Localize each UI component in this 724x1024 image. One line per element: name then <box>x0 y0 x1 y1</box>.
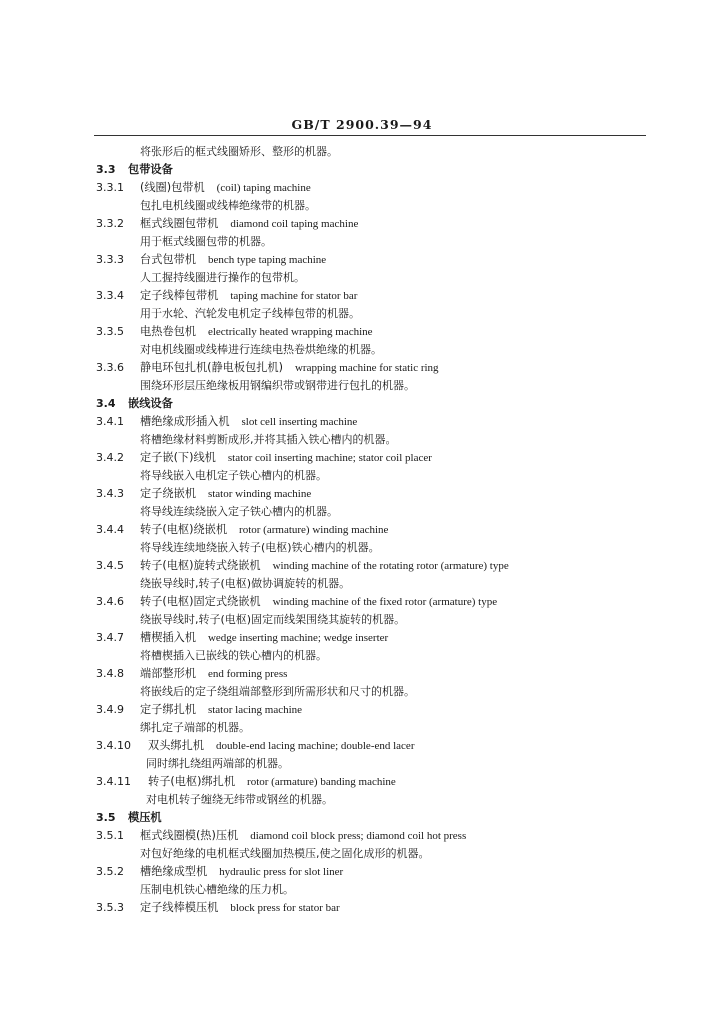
section-number: 3.4 <box>96 397 116 410</box>
term-number: 3.4.11 <box>96 775 131 788</box>
term-english: stator winding machine <box>207 488 312 500</box>
term-english: block press for stator bar <box>230 902 340 914</box>
term <box>140 701 302 719</box>
section-number: 3.5 <box>96 811 116 824</box>
term-number: 3.5.3 <box>96 901 124 914</box>
definition-text: 对电机转子缠绕无纬带或钢丝的机器。 <box>146 793 333 806</box>
term-chinese: 定子绑扎机 <box>140 703 196 716</box>
term-english: double-end lacing machine; double-end lacer <box>215 740 415 752</box>
term-chinese: 槽绝缘成型机 <box>140 865 208 878</box>
term-number: 3.4.2 <box>96 451 124 464</box>
term-number: 3.3.5 <box>96 325 124 338</box>
definition-text: 围绕环形层压绝缘板用钢编织带或钢带进行包扎的机器。 <box>140 379 415 392</box>
term-definition <box>0 341 724 359</box>
term-definition <box>0 575 724 593</box>
term-number: 3.5.2 <box>96 865 124 878</box>
definition-text: 用于框式线圈包带的机器。 <box>140 235 272 248</box>
term <box>140 827 466 845</box>
header-rule <box>94 135 646 136</box>
term-entry <box>0 215 724 233</box>
definition-text: 对包好绝缘的电机框式线圈加热模压,使之固化成形的机器。 <box>140 847 430 860</box>
definition-text: 绕嵌导线时,转子(电枢)固定而线架围绕其旋转的机器。 <box>140 613 406 626</box>
term-number: 3.4.1 <box>96 415 124 428</box>
term-english: end forming press <box>207 668 288 680</box>
term <box>140 593 497 611</box>
definition-text: 将导线嵌入电机定子铁心槽内的机器。 <box>140 469 327 482</box>
term <box>140 251 326 269</box>
section-heading <box>0 161 724 179</box>
term-definition <box>0 377 724 395</box>
definition-text: 对电机线圈或线棒进行连续电热卷烘绝缘的机器。 <box>140 343 382 356</box>
term-chinese: 槽楔插入机 <box>140 631 196 644</box>
definition-text: 将槽楔插入已嵌线的铁心槽内的机器。 <box>140 649 327 662</box>
term-entry <box>0 773 724 791</box>
term-entry <box>0 557 724 575</box>
term-english: wedge inserting machine; wedge inserter <box>207 632 389 644</box>
definition-text: 将导线连续绕嵌入定子铁心槽内的机器。 <box>140 505 338 518</box>
term-english: electrically heated wrapping machine <box>207 326 373 338</box>
term <box>140 899 340 917</box>
term-chinese: 框式线圈包带机 <box>140 217 219 230</box>
term <box>140 557 509 575</box>
term-definition <box>0 431 724 449</box>
term-entry <box>0 863 724 881</box>
term-english: diamond coil taping machine <box>230 218 359 230</box>
term-english: wrapping machine for static ring <box>294 362 439 374</box>
term-entry <box>0 359 724 377</box>
term-number: 3.4.5 <box>96 559 124 572</box>
term-english: taping machine for stator bar <box>230 290 358 302</box>
term-chinese: 台式包带机 <box>140 253 196 266</box>
section-heading <box>0 809 724 827</box>
term-chinese: 双头绑扎机 <box>148 739 204 752</box>
content <box>0 143 724 917</box>
term <box>140 359 439 377</box>
term-chinese: 电热卷包机 <box>140 325 196 338</box>
section-title: 包带设备 <box>128 163 173 176</box>
term <box>140 665 287 683</box>
term-number: 3.4.6 <box>96 595 124 608</box>
term-entry <box>0 449 724 467</box>
definition-text: 人工握持线圈进行操作的包带机。 <box>140 271 305 284</box>
term-entry <box>0 413 724 431</box>
lead-line: 将张形后的框式线圈矫形、整形的机器。 <box>140 145 338 158</box>
term-english: stator coil inserting machine; stator coil placer <box>227 452 432 464</box>
term <box>140 215 358 233</box>
term-english: winding machine of the rotating rotor (armature) type <box>272 560 509 572</box>
term-entry <box>0 665 724 683</box>
definition-text: 将槽绝缘材料剪断成形,并将其插入铁心槽内的机器。 <box>140 433 397 446</box>
term-entry <box>0 629 724 647</box>
definition-text: 将嵌线后的定子绕组端部整形到所需形状和尺寸的机器。 <box>140 685 415 698</box>
term-definition <box>0 647 724 665</box>
term-definition <box>0 467 724 485</box>
term-number: 3.4.10 <box>96 739 131 752</box>
definition-text: 绑扎定子端部的机器。 <box>140 721 250 734</box>
term <box>140 521 388 539</box>
term-number: 3.5.1 <box>96 829 124 842</box>
term-english: stator lacing machine <box>207 704 303 716</box>
definition-text: 将导线连续地绕嵌入转子(电枢)铁心槽内的机器。 <box>140 541 380 554</box>
definition-text: 用于水轮、汽轮发电机定子线棒包带的机器。 <box>140 307 360 320</box>
term-chinese: 定子绕嵌机 <box>140 487 196 500</box>
term-definition <box>0 683 724 701</box>
term-entry <box>0 485 724 503</box>
term-definition <box>0 881 724 899</box>
term-entry <box>0 701 724 719</box>
term-number: 3.4.3 <box>96 487 124 500</box>
term <box>140 413 357 431</box>
term <box>140 629 388 647</box>
term-number: 3.4.9 <box>96 703 124 716</box>
term-number: 3.4.7 <box>96 631 124 644</box>
section-title: 模压机 <box>128 811 162 824</box>
term-entry <box>0 179 724 197</box>
term-number: 3.3.3 <box>96 253 124 266</box>
term-entry <box>0 827 724 845</box>
term-english: bench type taping machine <box>207 254 327 266</box>
term <box>140 179 311 197</box>
term <box>148 773 396 791</box>
term-definition <box>0 539 724 557</box>
term-english: winding machine of the fixed rotor (armature) type <box>272 596 498 608</box>
term-definition <box>0 269 724 287</box>
term-chinese: 端部整形机 <box>140 667 196 680</box>
section-number: 3.3 <box>96 163 116 176</box>
term-number: 3.3.6 <box>96 361 124 374</box>
term <box>140 323 373 341</box>
term-definition <box>0 845 724 863</box>
term-chinese: 定子线棒包带机 <box>140 289 219 302</box>
term <box>148 737 414 755</box>
term-entry <box>0 521 724 539</box>
term-definition <box>0 755 724 773</box>
term-definition <box>0 305 724 323</box>
term <box>140 287 357 305</box>
term-definition <box>0 719 724 737</box>
term-chinese: 槽绝缘成形插入机 <box>140 415 230 428</box>
section-heading <box>0 395 724 413</box>
definition-text: 绕嵌导线时,转子(电枢)做协调旋转的机器。 <box>140 577 351 590</box>
term-entry <box>0 593 724 611</box>
term-entry <box>0 251 724 269</box>
term-english: hydraulic press for slot liner <box>219 866 344 878</box>
term-chinese: 转子(电枢)绑扎机 <box>148 775 236 788</box>
term-english: rotor (armature) banding machine <box>247 776 396 788</box>
page-header: GB/T 2900.39—94 <box>291 117 433 132</box>
term-chinese: (线圈)包带机 <box>140 181 205 194</box>
term-english: diamond coil block press; diamond coil hot press <box>250 830 467 842</box>
term-english: (coil) taping machine <box>216 182 311 194</box>
lead-line-row <box>0 143 724 161</box>
term <box>140 863 343 881</box>
term-english: slot cell inserting machine <box>241 416 358 428</box>
term-number: 3.3.4 <box>96 289 124 302</box>
term-entry <box>0 899 724 917</box>
term-chinese: 静电环包扎机(静电板包扎机) <box>140 361 283 374</box>
term-entry <box>0 323 724 341</box>
term-number: 3.4.8 <box>96 667 124 680</box>
term-definition <box>0 791 724 809</box>
definition-text: 同时绑扎绕组两端部的机器。 <box>146 757 289 770</box>
term-chinese: 转子(电枢)绕嵌机 <box>140 523 228 536</box>
term-chinese: 定子嵌(下)线机 <box>140 451 216 464</box>
term-number: 3.3.2 <box>96 217 124 230</box>
term <box>140 485 311 503</box>
term-chinese: 定子线棒模压机 <box>140 901 219 914</box>
term-entry <box>0 737 724 755</box>
term-definition <box>0 197 724 215</box>
definition-text: 包扎电机线圈或线棒绝缘带的机器。 <box>140 199 316 212</box>
term-list <box>0 161 724 917</box>
term-chinese: 转子(电枢)固定式绕嵌机 <box>140 595 261 608</box>
term-definition <box>0 503 724 521</box>
term-definition <box>0 233 724 251</box>
term-number: 3.3.1 <box>96 181 124 194</box>
term-entry <box>0 287 724 305</box>
term-english: rotor (armature) winding machine <box>239 524 389 536</box>
term-chinese: 转子(电枢)旋转式绕嵌机 <box>140 559 261 572</box>
term-number: 3.4.4 <box>96 523 124 536</box>
definition-text: 压制电机铁心槽绝缘的压力机。 <box>140 883 294 896</box>
term-definition <box>0 611 724 629</box>
term-chinese: 框式线圈模(热)压机 <box>140 829 239 842</box>
section-title: 嵌线设备 <box>128 397 173 410</box>
term <box>140 449 432 467</box>
